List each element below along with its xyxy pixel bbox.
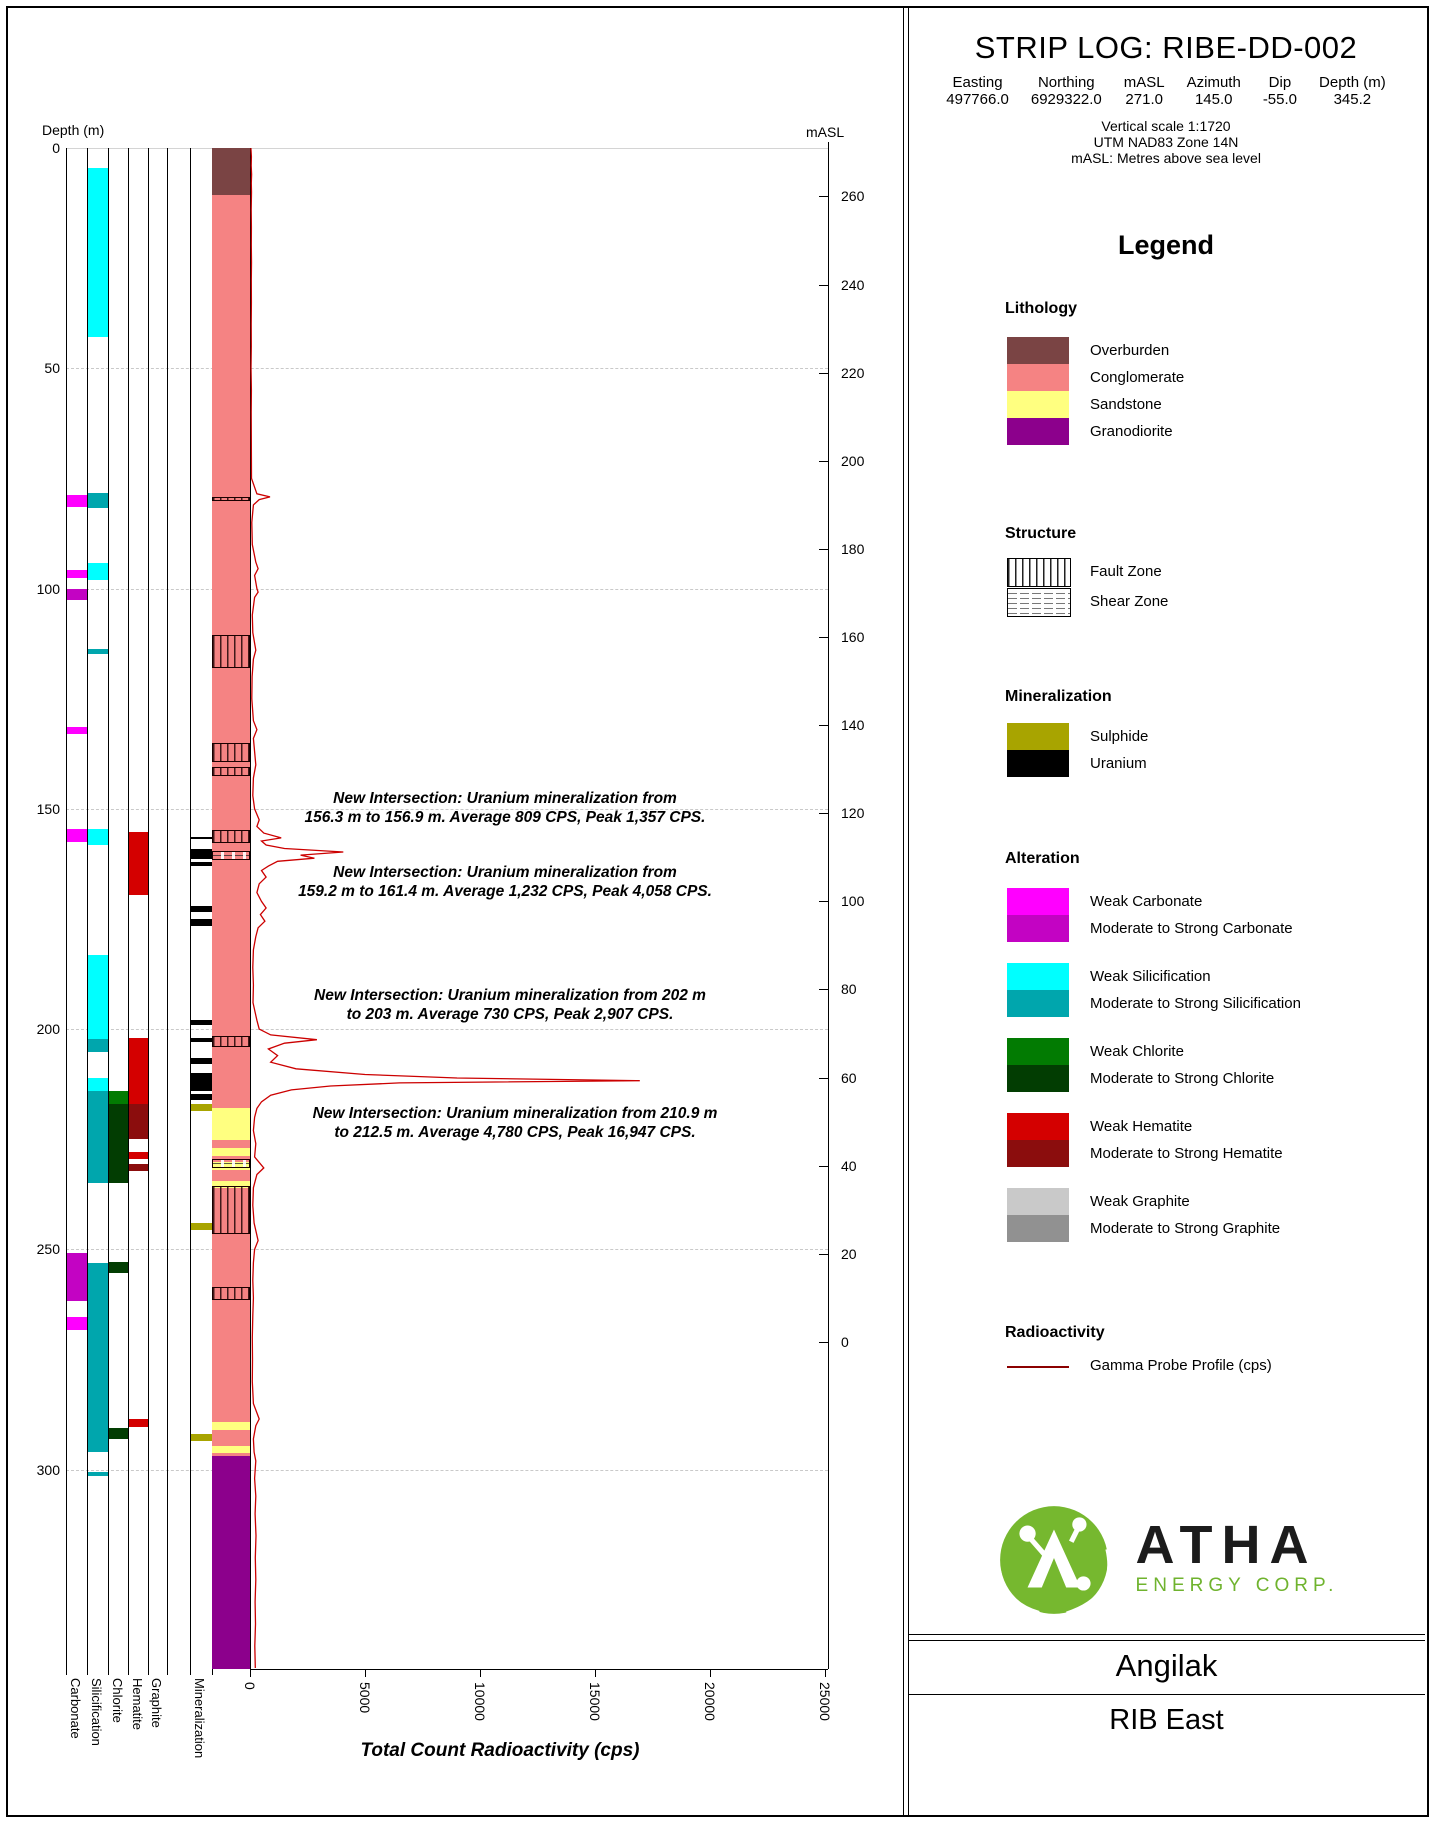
- masl-tick-100: [819, 901, 828, 902]
- hematite-block-2: [129, 1104, 148, 1139]
- masl-tick-label-160: 160: [841, 629, 865, 646]
- depth-gridline-0: [66, 148, 828, 149]
- masl-tick-80: [819, 989, 828, 990]
- collar-field-masl: mASL 271.0: [1123, 74, 1165, 108]
- masl-tick-60: [819, 1078, 828, 1079]
- report-header: [908, 30, 1424, 166]
- hematite-block-0: [129, 832, 148, 895]
- fault-zone-3: [212, 767, 250, 776]
- masl-tick-260: [819, 196, 828, 197]
- x-tick-15000: [595, 1669, 596, 1677]
- uranium-block-3: [191, 906, 212, 913]
- masl-tick-label-20: 20: [841, 1245, 857, 1262]
- track-line-250: [250, 148, 251, 1675]
- footer-rule-top-2: [908, 1640, 1425, 1641]
- logo-company-sub: ENERGY CORP.: [1135, 1575, 1339, 1596]
- legend-structure-header: Structure: [1005, 525, 1077, 542]
- fault-zone-7: [212, 1287, 250, 1300]
- depth-tick-label-300: 300: [36, 1461, 60, 1478]
- carbonate-block-5: [67, 1253, 87, 1301]
- x-tick-label-25000: 25000: [817, 1682, 833, 1721]
- silicification-block-0: [88, 168, 108, 338]
- legend-gamma-line-sample: [1007, 1366, 1069, 1368]
- track-label-mineralization: Mineralization: [192, 1678, 207, 1759]
- uranium-block-0: [191, 837, 212, 840]
- legend-chip-overburden: [1007, 337, 1069, 364]
- legend-lithology-header: Lithology: [1005, 300, 1077, 317]
- depth-tick-label-250: 250: [36, 1241, 60, 1258]
- footer-rule-top-1: [908, 1634, 1425, 1635]
- legend-label-weak-carbonate: Weak Carbonate: [1090, 893, 1203, 910]
- carbonate-block-3: [67, 727, 87, 734]
- legend-chip-strong-carbonate: [1007, 915, 1069, 942]
- hematite-block-3: [129, 1152, 148, 1159]
- masl-tick-160: [819, 637, 828, 638]
- collar-field-dip: Dip -55.0: [1262, 74, 1298, 108]
- silicification-block-7: [88, 1078, 108, 1091]
- track-line-108: [108, 148, 109, 1675]
- legend-chip-weak-graphite: [1007, 1188, 1069, 1215]
- masl-tick-220: [819, 373, 828, 374]
- depth-gridline-200: [66, 1029, 828, 1030]
- masl-tick-label-240: 240: [841, 276, 865, 293]
- uranium-block-8: [191, 1073, 212, 1091]
- masl-tick-140: [819, 725, 828, 726]
- legend-chip-granodiorite: [1007, 418, 1069, 445]
- logo-text-block: [1136, 1517, 1339, 1597]
- track-label-carbonate: Carbonate: [68, 1678, 83, 1739]
- legend-alteration-header: Alteration: [1005, 850, 1080, 867]
- fault-zone-5: [212, 1036, 250, 1047]
- silicification-block-9: [88, 1263, 108, 1452]
- track-line-128: [128, 148, 129, 1675]
- annotation-1-line2: 156.3 m to 156.9 m. Average 809 CPS, Peak 1,357 CPS.: [304, 809, 706, 826]
- masl-tick-0: [819, 1342, 828, 1343]
- annotation-2-line2: 159.2 m to 161.4 m. Average 1,232 CPS, Peak 4,058 CPS.: [298, 883, 712, 900]
- vertical-scale-note: Vertical scale 1:1720: [1101, 118, 1231, 134]
- legend-radioactivity-header: Radioactivity: [1005, 1324, 1105, 1341]
- x-tick-label-0: 0: [242, 1682, 258, 1690]
- x-axis-title: Total Count Radioactivity (cps): [360, 1740, 640, 1761]
- track-label-silicification: Silicification: [89, 1678, 104, 1746]
- silicification-block-4: [88, 829, 108, 845]
- track-label-graphite: Graphite: [149, 1678, 164, 1728]
- legend-chip-weak-chlorite: [1007, 1038, 1069, 1065]
- gamma-trace-path: [251, 148, 640, 1668]
- masl-tick-label-60: 60: [841, 1069, 857, 1086]
- legend-title: Legend: [1117, 230, 1214, 260]
- legend-label-granodiorite: Granodiorite: [1090, 423, 1173, 440]
- uranium-block-6: [191, 1038, 212, 1042]
- uranium-block-4: [191, 919, 212, 926]
- legend-chip-weak-carbonate: [1007, 888, 1069, 915]
- footer-area-name: RIB East: [1109, 1704, 1224, 1736]
- carbonate-block-6: [67, 1317, 87, 1330]
- collar-field-northing: Northing 6929322.0: [1030, 74, 1102, 108]
- track-line-167: [167, 148, 168, 1675]
- legend-label-sandstone: Sandstone: [1090, 396, 1162, 413]
- footer-project-name: Angilak: [1115, 1648, 1218, 1683]
- legend-label-overburden: Overburden: [1090, 342, 1170, 359]
- fault-zone-4: [212, 830, 250, 843]
- masl-tick-label-40: 40: [841, 1157, 857, 1174]
- legend-label-fault-zone: Fault Zone: [1090, 563, 1162, 580]
- masl-tick-20: [819, 1254, 828, 1255]
- atha-logo-icon: [994, 1496, 1116, 1618]
- uranium-block-7: [191, 1058, 212, 1065]
- x-axis-line: [250, 1669, 828, 1670]
- x-tick-0: [250, 1669, 251, 1677]
- fault-zone-2: [212, 743, 250, 762]
- x-tick-label-15000: 15000: [587, 1682, 603, 1721]
- fault-zone-1: [212, 635, 250, 668]
- shear-zone-0: [212, 851, 250, 860]
- scale-notes: [908, 118, 1424, 166]
- legend-chip-shear-zone: [1007, 588, 1071, 617]
- logo-company-name: ATHA: [1135, 1515, 1318, 1575]
- legend-chip-strong-silicification: [1007, 990, 1069, 1017]
- x-tick-label-5000: 5000: [357, 1682, 373, 1714]
- masl-tick-label-120: 120: [841, 805, 865, 822]
- uranium-block-9: [191, 1094, 212, 1099]
- x-tick-label-10000: 10000: [472, 1682, 488, 1721]
- masl-tick-200: [819, 461, 828, 462]
- company-logo: [908, 1496, 1424, 1618]
- masl-tick-label-200: 200: [841, 452, 865, 469]
- x-tick-5000: [365, 1669, 366, 1677]
- silicification-block-8: [88, 1091, 108, 1184]
- legend-label-strong-hematite: Moderate to Strong Hematite: [1090, 1145, 1283, 1162]
- masl-tick-label-220: 220: [841, 364, 865, 381]
- masl-axis-title: mASL: [806, 124, 845, 140]
- silicification-block-3: [88, 649, 108, 654]
- chlorite-block-2: [109, 1262, 128, 1273]
- annotation-1-line1: New Intersection: Uranium mineralization from: [333, 790, 677, 807]
- uranium-block-1: [191, 849, 212, 859]
- lithology-sandstone-bed-1: [212, 1148, 250, 1156]
- lithology-sandstone-bed-0: [212, 1108, 250, 1140]
- depth-tick-label-200: 200: [36, 1021, 60, 1038]
- depth-tick-label-50: 50: [44, 360, 60, 377]
- chlorite-block-3: [109, 1428, 128, 1439]
- track-line-66: [66, 148, 67, 1675]
- silicification-block-2: [88, 563, 108, 580]
- fault-zone-6: [212, 1186, 250, 1234]
- shear-zone-1: [212, 1159, 250, 1168]
- legend-label-weak-silicification: Weak Silicification: [1090, 968, 1211, 985]
- chlorite-block-0: [109, 1091, 128, 1104]
- masl-tick-label-260: 260: [841, 188, 865, 205]
- sulphide-block-1: [191, 1223, 212, 1230]
- depth-tick-label-150: 150: [36, 800, 60, 817]
- masl-tick-180: [819, 549, 828, 550]
- masl-tick-label-80: 80: [841, 981, 857, 998]
- depth-gridline-300: [66, 1470, 828, 1471]
- silicification-block-6: [88, 1039, 108, 1052]
- legend-label-strong-chlorite: Moderate to Strong Chlorite: [1090, 1070, 1275, 1087]
- annotation-intersection-4: [290, 1104, 740, 1142]
- legend-label-weak-graphite: Weak Graphite: [1090, 1193, 1190, 1210]
- silicification-block-10: [88, 1472, 108, 1476]
- depth-axis-title: Depth (m): [42, 122, 105, 138]
- legend-label-weak-chlorite: Weak Chlorite: [1090, 1043, 1184, 1060]
- depth-gridline-100: [66, 589, 828, 590]
- legend-mineralization-header: Mineralization: [1005, 688, 1112, 705]
- legend-chip-strong-hematite: [1007, 1140, 1069, 1167]
- x-tick-label-20000: 20000: [702, 1682, 718, 1721]
- collar-field-easting: Easting 497766.0: [946, 74, 1009, 108]
- legend-label-conglomerate: Conglomerate: [1090, 369, 1185, 386]
- silicification-block-1: [88, 493, 108, 508]
- legend-label-strong-carbonate: Moderate to Strong Carbonate: [1090, 920, 1293, 937]
- hematite-block-1: [129, 1038, 148, 1104]
- masl-tick-120: [819, 813, 828, 814]
- carbonate-block-2: [67, 589, 87, 600]
- lithology-sandstone-bed-4: [212, 1422, 250, 1430]
- legend-chip-sulphide: [1007, 723, 1069, 750]
- legend-chip-weak-hematite: [1007, 1113, 1069, 1140]
- legend-label-uranium: Uranium: [1090, 755, 1147, 772]
- fault-zone-0: [212, 497, 250, 501]
- collar-field-azimuth: Azimuth 145.0: [1186, 74, 1241, 108]
- legend-label-gamma-profile: Gamma Probe Profile (cps): [1090, 1357, 1272, 1374]
- annotation-intersection-3: [285, 986, 735, 1024]
- depth-gridline-250: [66, 1249, 828, 1250]
- annotation-4-line1: New Intersection: Uranium mineralization from 210.9 m: [312, 1105, 718, 1122]
- annotation-4-line2: to 212.5 m. Average 4,780 CPS, Peak 16,947 CPS.: [334, 1124, 696, 1141]
- utm-zone-note: UTM NAD83 Zone 14N: [1093, 134, 1239, 150]
- hematite-block-4: [129, 1164, 148, 1171]
- report-title: STRIP LOG: RIBE-DD-002: [974, 30, 1358, 65]
- masl-tick-label-100: 100: [841, 893, 865, 910]
- masl-tick-label-180: 180: [841, 540, 865, 557]
- carbonate-block-1: [67, 570, 87, 578]
- lithology-conglomerate: [212, 195, 250, 1456]
- sulphide-block-0: [191, 1104, 212, 1111]
- track-line-148: [148, 148, 149, 1675]
- legend-label-strong-graphite: Moderate to Strong Graphite: [1090, 1220, 1281, 1237]
- annotation-2-line1: New Intersection: Uranium mineralization from: [333, 864, 677, 881]
- panel-divider-line-outer: [903, 6, 904, 1815]
- legend-chip-strong-graphite: [1007, 1215, 1069, 1242]
- x-tick-25000: [825, 1669, 826, 1677]
- lithology-granodiorite: [212, 1456, 250, 1668]
- footer-rule-mid: [908, 1694, 1425, 1695]
- carbonate-block-4: [67, 829, 87, 842]
- uranium-block-2: [191, 862, 212, 866]
- collar-fields: [908, 74, 1424, 108]
- track-label-chlorite: Chlorite: [110, 1678, 125, 1723]
- track-label-hematite: Hematite: [130, 1678, 145, 1731]
- masl-tick-240: [819, 285, 828, 286]
- annotation-intersection-1: [280, 789, 730, 827]
- collar-field-depthm: Depth (m) 345.2: [1319, 74, 1386, 108]
- legend-label-sulphide: Sulphide: [1090, 728, 1149, 745]
- legend-label-strong-silicification: Moderate to Strong Silicification: [1090, 995, 1301, 1012]
- legend-chip-strong-chlorite: [1007, 1065, 1069, 1092]
- depth-tick-label-0: 0: [52, 140, 60, 156]
- legend-label-weak-hematite: Weak Hematite: [1090, 1118, 1193, 1135]
- masl-tick-label-0: 0: [841, 1333, 849, 1350]
- x-tick-20000: [710, 1669, 711, 1677]
- depth-tick-label-100: 100: [36, 580, 60, 597]
- lithology-overburden: [212, 148, 250, 195]
- hematite-block-5: [129, 1419, 148, 1427]
- masl-tick-40: [819, 1166, 828, 1167]
- lithology-sandstone-bed-5: [212, 1446, 250, 1453]
- masl-note: mASL: Metres above sea level: [1071, 150, 1261, 166]
- depth-gridline-50: [66, 368, 828, 369]
- legend-chip-sandstone: [1007, 391, 1069, 418]
- annotation-3-line1: New Intersection: Uranium mineralization from 202 m: [314, 987, 706, 1004]
- legend-chip-weak-silicification: [1007, 963, 1069, 990]
- legend-label-shear-zone: Shear Zone: [1090, 593, 1169, 610]
- carbonate-block-0: [67, 495, 87, 507]
- annotation-3-line2: to 203 m. Average 730 CPS, Peak 2,907 CPS.: [346, 1006, 674, 1023]
- masl-tick-label-140: 140: [841, 717, 865, 734]
- legend-chip-conglomerate: [1007, 364, 1069, 391]
- masl-axis-line: [828, 142, 829, 1669]
- legend-chip-fault-zone: [1007, 558, 1071, 587]
- legend-chip-uranium: [1007, 750, 1069, 777]
- uranium-block-5: [191, 1020, 212, 1024]
- x-tick-10000: [480, 1669, 481, 1677]
- chlorite-block-1: [109, 1104, 128, 1183]
- sulphide-block-2: [191, 1434, 212, 1441]
- annotation-intersection-2: [280, 863, 730, 901]
- silicification-block-5: [88, 955, 108, 1039]
